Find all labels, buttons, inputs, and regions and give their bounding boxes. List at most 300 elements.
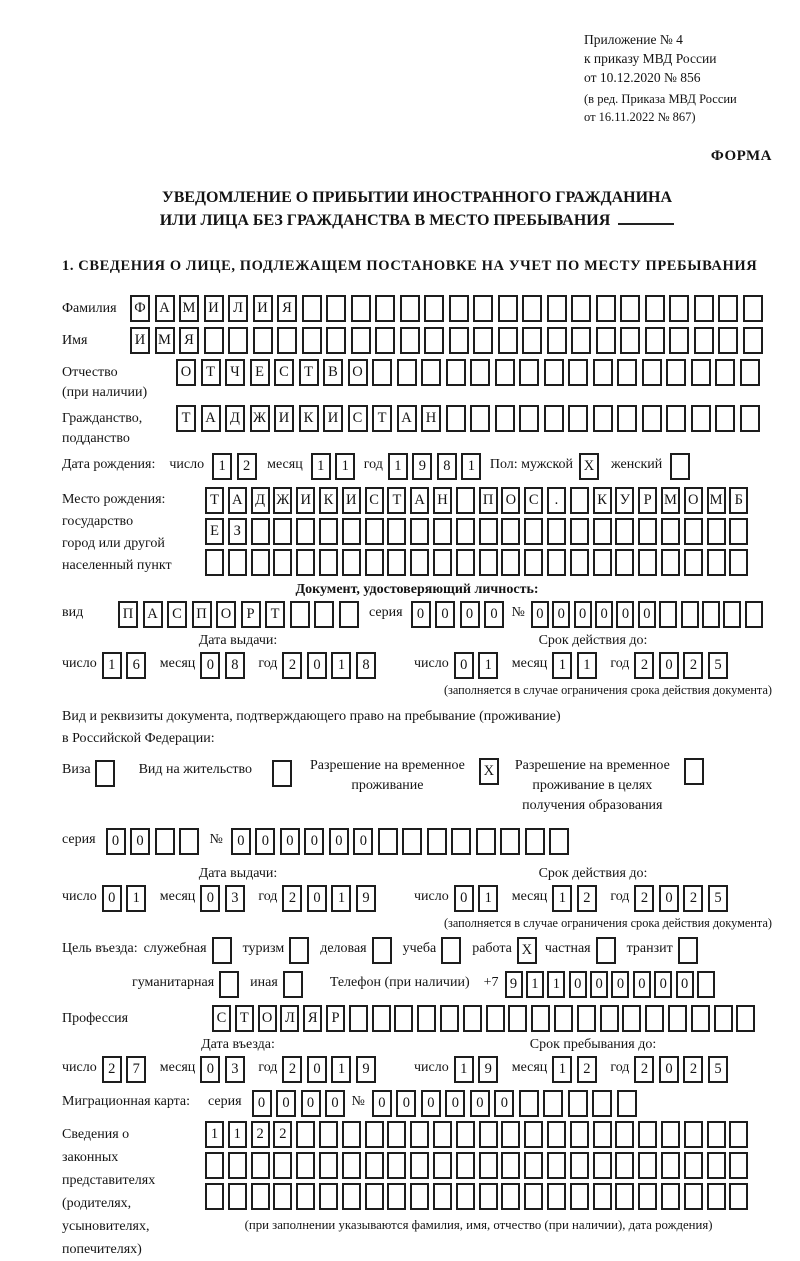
char-cell[interactable]: 0 [460, 601, 480, 628]
char-cell[interactable] [694, 295, 714, 322]
char-cell[interactable]: 2 [634, 652, 654, 679]
char-cell[interactable] [729, 518, 748, 545]
char-cell[interactable] [410, 1121, 429, 1148]
char-cell[interactable] [593, 1183, 612, 1210]
char-cell[interactable]: 1 [454, 1056, 474, 1083]
char-cell[interactable]: Т [201, 359, 221, 386]
char-cell[interactable] [302, 327, 322, 354]
char-cell[interactable] [547, 1152, 566, 1179]
char-cell[interactable]: 0 [494, 1090, 514, 1117]
char-cell[interactable] [615, 1152, 634, 1179]
char-cell[interactable]: Д [251, 487, 270, 514]
char-cell[interactable]: З [228, 518, 247, 545]
char-cell[interactable]: 0 [470, 1090, 490, 1117]
char-cell[interactable] [365, 1121, 384, 1148]
char-cell[interactable]: 1 [547, 971, 565, 998]
char-cell[interactable]: У [615, 487, 634, 514]
char-cell[interactable]: 5 [708, 885, 728, 912]
char-cell[interactable] [495, 405, 515, 432]
char-cell[interactable] [319, 1183, 338, 1210]
char-cell[interactable]: 1 [461, 453, 481, 480]
char-cell[interactable] [524, 1183, 543, 1210]
char-cell[interactable] [547, 518, 566, 545]
char-cell[interactable] [531, 1005, 550, 1032]
char-cell[interactable] [470, 405, 490, 432]
char-cell[interactable] [326, 327, 346, 354]
char-cell[interactable] [296, 1121, 315, 1148]
char-cell[interactable] [314, 601, 334, 628]
char-cell[interactable] [684, 1183, 703, 1210]
char-cell[interactable]: 2 [577, 1056, 597, 1083]
char-cell[interactable]: 0 [531, 601, 549, 628]
char-cell[interactable] [402, 828, 422, 855]
char-cell[interactable] [456, 1183, 475, 1210]
char-cell[interactable]: А [228, 487, 247, 514]
char-cell[interactable] [253, 327, 273, 354]
char-cell[interactable] [501, 1152, 520, 1179]
char-cell[interactable] [570, 1183, 589, 1210]
char-cell[interactable] [473, 327, 493, 354]
char-cell[interactable] [342, 1183, 361, 1210]
checkbox-purpose-delovaya[interactable] [372, 937, 392, 964]
char-cell[interactable] [519, 359, 539, 386]
char-cell[interactable]: 8 [437, 453, 457, 480]
char-cell[interactable]: 0 [676, 971, 694, 998]
char-cell[interactable] [568, 1090, 588, 1117]
char-cell[interactable] [228, 1152, 247, 1179]
char-cell[interactable] [740, 359, 760, 386]
char-cell[interactable]: Б [729, 487, 748, 514]
char-cell[interactable] [375, 327, 395, 354]
char-cell[interactable]: 0 [200, 652, 220, 679]
char-cell[interactable]: А [397, 405, 417, 432]
char-cell[interactable] [729, 1152, 748, 1179]
char-cell[interactable]: 0 [445, 1090, 465, 1117]
char-cell[interactable]: И [130, 327, 150, 354]
char-cell[interactable] [251, 1152, 270, 1179]
char-cell[interactable] [596, 327, 616, 354]
char-cell[interactable]: Е [250, 359, 270, 386]
char-cell[interactable] [547, 1183, 566, 1210]
char-cell[interactable] [342, 1121, 361, 1148]
char-cell[interactable]: 0 [255, 828, 275, 855]
char-cell[interactable] [228, 1183, 247, 1210]
char-cell[interactable]: 1 [478, 652, 498, 679]
char-cell[interactable] [456, 1152, 475, 1179]
char-cell[interactable] [277, 327, 297, 354]
char-cell[interactable] [296, 549, 315, 576]
char-cell[interactable] [479, 518, 498, 545]
char-cell[interactable]: 3 [225, 1056, 245, 1083]
char-cell[interactable]: Н [421, 405, 441, 432]
char-cell[interactable] [617, 359, 637, 386]
char-cell[interactable] [319, 1121, 338, 1148]
char-cell[interactable] [524, 518, 543, 545]
char-cell[interactable] [479, 549, 498, 576]
char-cell[interactable]: 9 [356, 1056, 376, 1083]
char-cell[interactable]: С [167, 601, 187, 628]
char-cell[interactable] [446, 405, 466, 432]
char-cell[interactable] [470, 359, 490, 386]
char-cell[interactable] [524, 1152, 543, 1179]
char-cell[interactable] [410, 518, 429, 545]
char-cell[interactable]: 0 [574, 601, 592, 628]
char-cell[interactable]: 0 [659, 1056, 679, 1083]
char-cell[interactable] [524, 549, 543, 576]
char-cell[interactable]: 1 [228, 1121, 247, 1148]
char-cell[interactable] [433, 549, 452, 576]
char-cell[interactable] [424, 295, 444, 322]
char-cell[interactable]: 0 [353, 828, 373, 855]
char-cell[interactable]: 9 [356, 885, 376, 912]
char-cell[interactable] [342, 1152, 361, 1179]
char-cell[interactable] [702, 601, 720, 628]
char-cell[interactable] [251, 549, 270, 576]
char-cell[interactable] [547, 327, 567, 354]
char-cell[interactable]: Л [228, 295, 248, 322]
char-cell[interactable] [326, 295, 346, 322]
char-cell[interactable] [501, 518, 520, 545]
char-cell[interactable]: Ж [273, 487, 292, 514]
char-cell[interactable] [600, 1005, 619, 1032]
char-cell[interactable] [661, 1183, 680, 1210]
char-cell[interactable] [498, 327, 518, 354]
char-cell[interactable]: 0 [106, 828, 126, 855]
char-cell[interactable] [417, 1005, 436, 1032]
char-cell[interactable]: 0 [616, 601, 634, 628]
char-cell[interactable] [349, 1005, 368, 1032]
char-cell[interactable]: С [348, 405, 368, 432]
char-cell[interactable] [554, 1005, 573, 1032]
char-cell[interactable] [479, 1183, 498, 1210]
char-cell[interactable]: 2 [577, 885, 597, 912]
char-cell[interactable] [617, 405, 637, 432]
char-cell[interactable]: 0 [325, 1090, 345, 1117]
char-cell[interactable] [205, 1183, 224, 1210]
char-cell[interactable] [615, 549, 634, 576]
char-cell[interactable]: Т [372, 405, 392, 432]
char-cell[interactable] [365, 1152, 384, 1179]
char-cell[interactable] [570, 1152, 589, 1179]
char-cell[interactable] [736, 1005, 755, 1032]
checkbox-sex-male[interactable]: X [579, 453, 599, 480]
char-cell[interactable] [615, 518, 634, 545]
char-cell[interactable]: 1 [577, 652, 597, 679]
char-cell[interactable]: В [323, 359, 343, 386]
char-cell[interactable] [684, 1152, 703, 1179]
checkbox-purpose-ucheba[interactable] [441, 937, 461, 964]
char-cell[interactable] [456, 518, 475, 545]
char-cell[interactable] [273, 1183, 292, 1210]
char-cell[interactable]: 0 [130, 828, 150, 855]
char-cell[interactable] [479, 1152, 498, 1179]
char-cell[interactable] [615, 1183, 634, 1210]
char-cell[interactable]: Я [303, 1005, 322, 1032]
char-cell[interactable]: 0 [252, 1090, 272, 1117]
char-cell[interactable]: Т [235, 1005, 254, 1032]
char-cell[interactable] [570, 549, 589, 576]
char-cell[interactable]: 0 [421, 1090, 441, 1117]
char-cell[interactable]: 1 [212, 453, 232, 480]
char-cell[interactable] [251, 518, 270, 545]
char-cell[interactable]: 0 [654, 971, 672, 998]
char-cell[interactable]: 0 [552, 601, 570, 628]
char-cell[interactable]: 1 [552, 885, 572, 912]
char-cell[interactable] [365, 518, 384, 545]
char-cell[interactable] [729, 1183, 748, 1210]
char-cell[interactable] [179, 828, 199, 855]
char-cell[interactable] [273, 549, 292, 576]
char-cell[interactable] [228, 327, 248, 354]
char-cell[interactable] [642, 405, 662, 432]
char-cell[interactable] [549, 828, 569, 855]
char-cell[interactable]: 2 [634, 1056, 654, 1083]
char-cell[interactable]: 1 [311, 453, 331, 480]
char-cell[interactable] [638, 1121, 657, 1148]
char-cell[interactable] [476, 828, 496, 855]
char-cell[interactable]: И [253, 295, 273, 322]
char-cell[interactable] [400, 295, 420, 322]
char-cell[interactable] [387, 518, 406, 545]
char-cell[interactable]: 0 [231, 828, 251, 855]
char-cell[interactable] [740, 405, 760, 432]
char-cell[interactable] [446, 359, 466, 386]
char-cell[interactable] [525, 828, 545, 855]
char-cell[interactable] [707, 1183, 726, 1210]
char-cell[interactable]: 1 [335, 453, 355, 480]
char-cell[interactable] [714, 1005, 733, 1032]
char-cell[interactable] [659, 601, 677, 628]
char-cell[interactable]: 0 [454, 885, 474, 912]
char-cell[interactable]: Т [176, 405, 196, 432]
char-cell[interactable] [666, 359, 686, 386]
char-cell[interactable] [592, 1090, 612, 1117]
char-cell[interactable] [290, 601, 310, 628]
char-cell[interactable]: С [524, 487, 543, 514]
char-cell[interactable]: 1 [478, 885, 498, 912]
char-cell[interactable] [620, 295, 640, 322]
char-cell[interactable] [684, 549, 703, 576]
char-cell[interactable] [456, 487, 475, 514]
char-cell[interactable] [669, 327, 689, 354]
char-cell[interactable] [642, 359, 662, 386]
char-cell[interactable] [486, 1005, 505, 1032]
char-cell[interactable]: О [501, 487, 520, 514]
char-cell[interactable] [661, 1152, 680, 1179]
char-cell[interactable] [691, 405, 711, 432]
char-cell[interactable] [729, 549, 748, 576]
char-cell[interactable]: М [179, 295, 199, 322]
char-cell[interactable] [296, 1152, 315, 1179]
char-cell[interactable] [410, 549, 429, 576]
char-cell[interactable] [451, 828, 471, 855]
char-cell[interactable]: 2 [282, 885, 302, 912]
char-cell[interactable]: Ж [250, 405, 270, 432]
char-cell[interactable] [319, 518, 338, 545]
char-cell[interactable]: К [319, 487, 338, 514]
char-cell[interactable]: 2 [683, 1056, 703, 1083]
checkbox-purpose-tranzit[interactable] [678, 937, 698, 964]
char-cell[interactable]: К [593, 487, 612, 514]
char-cell[interactable]: М [707, 487, 726, 514]
char-cell[interactable] [440, 1005, 459, 1032]
char-cell[interactable] [410, 1183, 429, 1210]
char-cell[interactable] [522, 327, 542, 354]
char-cell[interactable]: Д [225, 405, 245, 432]
char-cell[interactable]: 2 [102, 1056, 122, 1083]
char-cell[interactable]: 0 [659, 885, 679, 912]
char-cell[interactable] [694, 327, 714, 354]
char-cell[interactable]: 5 [708, 1056, 728, 1083]
char-cell[interactable] [684, 518, 703, 545]
char-cell[interactable]: 1 [552, 652, 572, 679]
char-cell[interactable]: И [274, 405, 294, 432]
char-cell[interactable] [501, 1121, 520, 1148]
char-cell[interactable]: 1 [388, 453, 408, 480]
char-cell[interactable]: 2 [237, 453, 257, 480]
char-cell[interactable] [519, 1090, 539, 1117]
char-cell[interactable] [570, 487, 589, 514]
char-cell[interactable] [571, 295, 591, 322]
char-cell[interactable] [449, 327, 469, 354]
char-cell[interactable]: 8 [356, 652, 376, 679]
char-cell[interactable]: 0 [102, 885, 122, 912]
char-cell[interactable] [596, 295, 616, 322]
char-cell[interactable] [681, 601, 699, 628]
char-cell[interactable] [743, 327, 763, 354]
char-cell[interactable] [669, 295, 689, 322]
char-cell[interactable] [351, 295, 371, 322]
char-cell[interactable] [427, 828, 447, 855]
char-cell[interactable] [501, 549, 520, 576]
char-cell[interactable]: 1 [331, 885, 351, 912]
char-cell[interactable]: М [155, 327, 175, 354]
char-cell[interactable]: Т [205, 487, 224, 514]
char-cell[interactable]: 5 [708, 652, 728, 679]
char-cell[interactable]: О [176, 359, 196, 386]
char-cell[interactable]: А [201, 405, 221, 432]
char-cell[interactable] [707, 1152, 726, 1179]
char-cell[interactable]: 0 [329, 828, 349, 855]
char-cell[interactable] [365, 549, 384, 576]
char-cell[interactable]: 0 [276, 1090, 296, 1117]
char-cell[interactable]: 2 [251, 1121, 270, 1148]
char-cell[interactable]: 9 [412, 453, 432, 480]
char-cell[interactable] [615, 1121, 634, 1148]
char-cell[interactable]: 2 [282, 1056, 302, 1083]
char-cell[interactable]: 1 [331, 1056, 351, 1083]
char-cell[interactable]: Н [433, 487, 452, 514]
char-cell[interactable]: 0 [659, 652, 679, 679]
char-cell[interactable]: И [342, 487, 361, 514]
char-cell[interactable] [387, 1183, 406, 1210]
char-cell[interactable]: П [192, 601, 212, 628]
char-cell[interactable] [479, 1121, 498, 1148]
char-cell[interactable]: 0 [454, 652, 474, 679]
char-cell[interactable]: О [684, 487, 703, 514]
char-cell[interactable] [718, 327, 738, 354]
char-cell[interactable] [593, 518, 612, 545]
char-cell[interactable] [498, 295, 518, 322]
char-cell[interactable]: И [323, 405, 343, 432]
char-cell[interactable]: 0 [200, 885, 220, 912]
char-cell[interactable]: 0 [301, 1090, 321, 1117]
char-cell[interactable]: 2 [273, 1121, 292, 1148]
char-cell[interactable]: 9 [478, 1056, 498, 1083]
char-cell[interactable]: П [118, 601, 138, 628]
char-cell[interactable]: 0 [611, 971, 629, 998]
char-cell[interactable] [593, 1152, 612, 1179]
char-cell[interactable] [372, 359, 392, 386]
char-cell[interactable]: Р [241, 601, 261, 628]
char-cell[interactable] [251, 1183, 270, 1210]
char-cell[interactable] [593, 405, 613, 432]
char-cell[interactable] [433, 1152, 452, 1179]
char-cell[interactable]: 1 [526, 971, 544, 998]
char-cell[interactable]: 6 [126, 652, 146, 679]
char-cell[interactable] [519, 405, 539, 432]
char-cell[interactable] [500, 828, 520, 855]
char-cell[interactable] [501, 1183, 520, 1210]
char-cell[interactable]: А [155, 295, 175, 322]
char-cell[interactable]: 0 [200, 1056, 220, 1083]
char-cell[interactable] [424, 327, 444, 354]
char-cell[interactable]: 0 [569, 971, 587, 998]
char-cell[interactable] [543, 1090, 563, 1117]
char-cell[interactable] [544, 405, 564, 432]
char-cell[interactable]: 3 [225, 885, 245, 912]
char-cell[interactable] [522, 295, 542, 322]
char-cell[interactable]: 8 [225, 652, 245, 679]
char-cell[interactable]: 0 [372, 1090, 392, 1117]
checkbox-visa[interactable] [95, 760, 115, 787]
char-cell[interactable] [205, 549, 224, 576]
char-cell[interactable] [718, 295, 738, 322]
char-cell[interactable] [661, 549, 680, 576]
char-cell[interactable] [723, 601, 741, 628]
char-cell[interactable] [743, 295, 763, 322]
char-cell[interactable]: Т [265, 601, 285, 628]
char-cell[interactable]: М [661, 487, 680, 514]
checkbox-purpose-turizm[interactable] [289, 937, 309, 964]
char-cell[interactable]: И [204, 295, 224, 322]
char-cell[interactable] [638, 1183, 657, 1210]
char-cell[interactable] [400, 327, 420, 354]
char-cell[interactable] [645, 1005, 664, 1032]
char-cell[interactable]: 0 [435, 601, 455, 628]
char-cell[interactable] [319, 549, 338, 576]
char-cell[interactable] [204, 327, 224, 354]
char-cell[interactable] [273, 518, 292, 545]
char-cell[interactable] [273, 1152, 292, 1179]
checkbox-purpose-inaya[interactable] [283, 971, 303, 998]
char-cell[interactable] [228, 549, 247, 576]
char-cell[interactable] [570, 518, 589, 545]
char-cell[interactable]: 0 [484, 601, 504, 628]
char-cell[interactable] [319, 1152, 338, 1179]
char-cell[interactable] [394, 1005, 413, 1032]
char-cell[interactable]: Я [179, 327, 199, 354]
char-cell[interactable] [638, 1152, 657, 1179]
char-cell[interactable] [508, 1005, 527, 1032]
checkbox-temp-permit[interactable]: X [479, 758, 499, 785]
char-cell[interactable] [387, 1152, 406, 1179]
char-cell[interactable] [372, 1005, 391, 1032]
char-cell[interactable]: Ч [225, 359, 245, 386]
char-cell[interactable] [473, 295, 493, 322]
char-cell[interactable]: 1 [552, 1056, 572, 1083]
char-cell[interactable]: Р [326, 1005, 345, 1032]
